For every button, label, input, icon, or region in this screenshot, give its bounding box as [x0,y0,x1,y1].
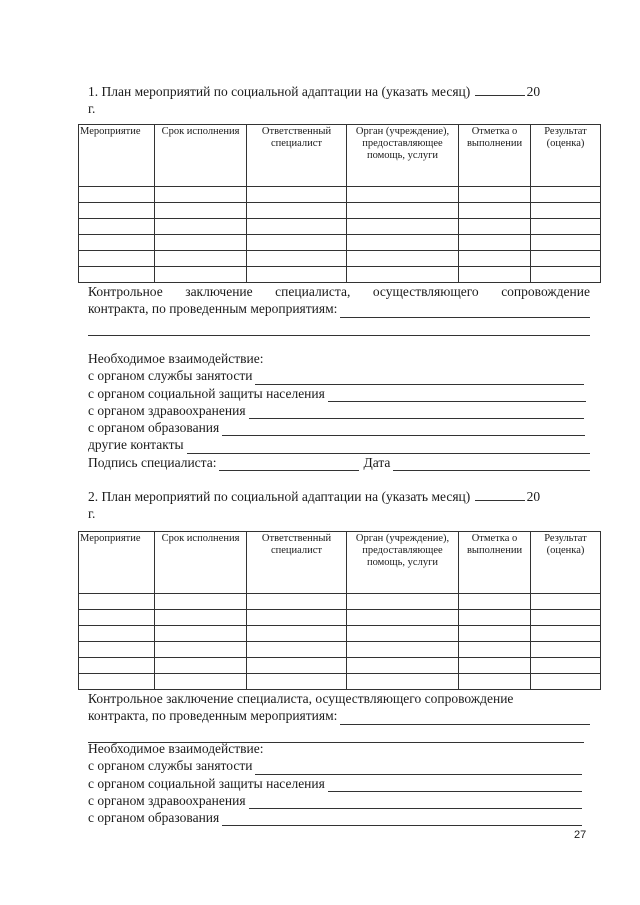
table-row [79,626,601,642]
interaction-health-label: с органом здравоохранения [88,792,246,808]
table-cell[interactable] [347,203,459,219]
table-cell[interactable] [155,235,247,251]
table-cell[interactable] [531,267,601,283]
table-cell[interactable] [347,674,459,690]
plan-1-conclusion [88,283,590,336]
table-cell[interactable] [79,658,155,674]
col-header-result: Результат (оценка) [531,125,601,187]
table-cell[interactable] [79,626,155,642]
plan-1-heading-text: 1. План мероприятий по социальной адаптации на (указать месяц) [88,84,471,99]
conclusion-field[interactable] [340,712,590,725]
table-cell[interactable] [247,658,347,674]
interaction-employment-label: с органом службы занятости [88,368,253,384]
interaction-employment-field[interactable] [255,762,582,775]
plan-2-heading [88,488,588,522]
table-cell[interactable] [347,251,459,267]
interaction-other-label: другие контакты [88,437,184,453]
table-cell[interactable] [347,219,459,235]
interaction-other-field[interactable] [187,441,590,454]
col-header-organization: Орган (учреждение), предоставляющее помощь, услуги [347,125,459,187]
signature-field[interactable] [219,458,359,471]
table-cell[interactable] [247,610,347,626]
table-cell[interactable] [155,594,247,610]
interaction-employment-field[interactable] [255,372,584,385]
interaction-education-label: с органом образования [88,420,220,436]
table-row [79,203,601,219]
col-header-responsible: Ответственный специалист [247,532,347,594]
table-cell[interactable] [247,674,347,690]
table-cell[interactable] [155,187,247,203]
table-cell[interactable] [79,594,155,610]
table-cell[interactable] [531,626,601,642]
table-cell[interactable] [79,642,155,658]
table-cell[interactable] [459,674,531,690]
table-cell[interactable] [531,594,601,610]
page-number: 27 [574,829,587,841]
table-cell[interactable] [347,187,459,203]
table-cell[interactable] [155,251,247,267]
table-cell[interactable] [459,642,531,658]
plan-1-year: 20 [526,84,541,99]
table-cell[interactable] [155,674,247,690]
table-cell[interactable] [531,674,601,690]
table-row [79,219,601,235]
table-row [79,251,601,267]
table-cell[interactable] [247,235,347,251]
table-cell[interactable] [531,219,601,235]
table-header-row [79,532,601,594]
table-cell[interactable] [79,674,155,690]
plan-2-conclusion [88,690,590,743]
table-cell[interactable] [79,219,155,235]
table-cell[interactable] [459,626,531,642]
table-cell[interactable] [459,219,531,235]
plan-1-year-suffix: г. [88,101,96,116]
interaction-education-label: с органом образования [88,810,220,826]
conclusion-label: Контрольное заключение специалиста, осуществляющего сопровождение [88,284,590,299]
interaction-health-field[interactable] [249,406,584,419]
table-cell[interactable] [155,203,247,219]
table-cell[interactable] [531,251,601,267]
col-header-responsible: Ответственный специалист [247,125,347,187]
table-row [79,235,601,251]
col-header-activity: Мероприятие [79,532,155,594]
table-cell[interactable] [79,610,155,626]
interaction-health-field[interactable] [249,796,582,809]
interaction-title: Необходимое взаимодействие: [88,351,264,366]
table-cell[interactable] [459,594,531,610]
interaction-social-field[interactable] [328,389,586,402]
col-header-completion: Отметка о выполнении [459,532,531,594]
table-cell[interactable] [347,626,459,642]
table-row [79,610,601,626]
conclusion-label: Контрольное заключение специалиста, осуществляющего сопровождение [88,691,514,706]
table-cell[interactable] [347,658,459,674]
interaction-health-label: с органом здравоохранения [88,402,246,418]
table-cell[interactable] [155,626,247,642]
table-cell[interactable] [531,203,601,219]
plan-2-heading-text: 2. План мероприятий по социальной адаптации на (указать месяц) [88,489,471,504]
table-cell[interactable] [347,594,459,610]
table-cell[interactable] [459,251,531,267]
table-row [79,658,601,674]
table-cell[interactable] [155,658,247,674]
plan-2-table [78,531,601,690]
interaction-education-field[interactable] [222,423,585,436]
conclusion-label-cont: контракта, по проведенным мероприятиям: [88,301,338,317]
table-cell[interactable] [155,642,247,658]
interaction-social-label: с органом социальной защиты населения [88,385,325,401]
table-cell[interactable] [459,267,531,283]
table-cell[interactable] [459,658,531,674]
table-cell[interactable] [247,626,347,642]
conclusion-label-cont: контракта, по проведенным мероприятиям: [88,708,338,724]
table-cell[interactable] [531,610,601,626]
table-row [79,187,601,203]
conclusion-field-line-2[interactable] [88,318,590,336]
col-header-result: Результат (оценка) [531,532,601,594]
col-header-deadline: Срок исполнения [155,532,247,594]
table-row [79,267,601,283]
table-cell[interactable] [79,203,155,219]
table-cell[interactable] [459,187,531,203]
table-cell[interactable] [247,267,347,283]
table-cell[interactable] [459,610,531,626]
table-cell[interactable] [347,235,459,251]
interaction-employment-label: с органом службы занятости [88,758,253,774]
table-cell[interactable] [531,235,601,251]
signature-label: Подпись специалиста: [88,454,217,470]
table-row [79,594,601,610]
table-cell[interactable] [79,251,155,267]
date-field[interactable] [393,458,590,471]
interaction-education-field[interactable] [222,813,582,826]
plan-1-interactions [88,350,590,471]
col-header-completion: Отметка о выполнении [459,125,531,187]
table-cell[interactable] [531,642,601,658]
col-header-organization: Орган (учреждение), предоставляющее помощь, услуги [347,532,459,594]
conclusion-field[interactable] [340,305,590,318]
date-label: Дата [363,454,391,470]
table-cell[interactable] [247,219,347,235]
month-blank [475,489,525,501]
interaction-title: Необходимое взаимодействие: [88,741,264,756]
table-cell[interactable] [155,267,247,283]
table-cell[interactable] [247,187,347,203]
interaction-social-label: с органом социальной защиты населения [88,775,325,791]
table-cell[interactable] [79,235,155,251]
plan-2-year: 20 [526,489,541,504]
col-header-activity: Мероприятие [79,125,155,187]
table-row [79,642,601,658]
interaction-social-field[interactable] [328,779,582,792]
table-cell[interactable] [247,642,347,658]
col-header-deadline: Срок исполнения [155,125,247,187]
plan-1-table [78,124,601,283]
table-cell[interactable] [79,267,155,283]
table-cell[interactable] [155,610,247,626]
table-cell[interactable] [347,642,459,658]
plan-2-year-suffix: г. [88,506,96,521]
plan-1-heading [88,83,588,117]
table-cell[interactable] [459,203,531,219]
table-header-row [79,125,601,187]
table-cell[interactable] [531,187,601,203]
table-row [79,674,601,690]
table-cell[interactable] [247,203,347,219]
table-cell[interactable] [79,187,155,203]
table-cell[interactable] [155,219,247,235]
table-cell[interactable] [531,658,601,674]
table-cell[interactable] [347,267,459,283]
table-cell[interactable] [247,594,347,610]
table-cell[interactable] [459,235,531,251]
table-cell[interactable] [247,251,347,267]
plan-2-interactions [88,740,590,826]
month-blank [475,84,525,96]
table-cell[interactable] [347,610,459,626]
